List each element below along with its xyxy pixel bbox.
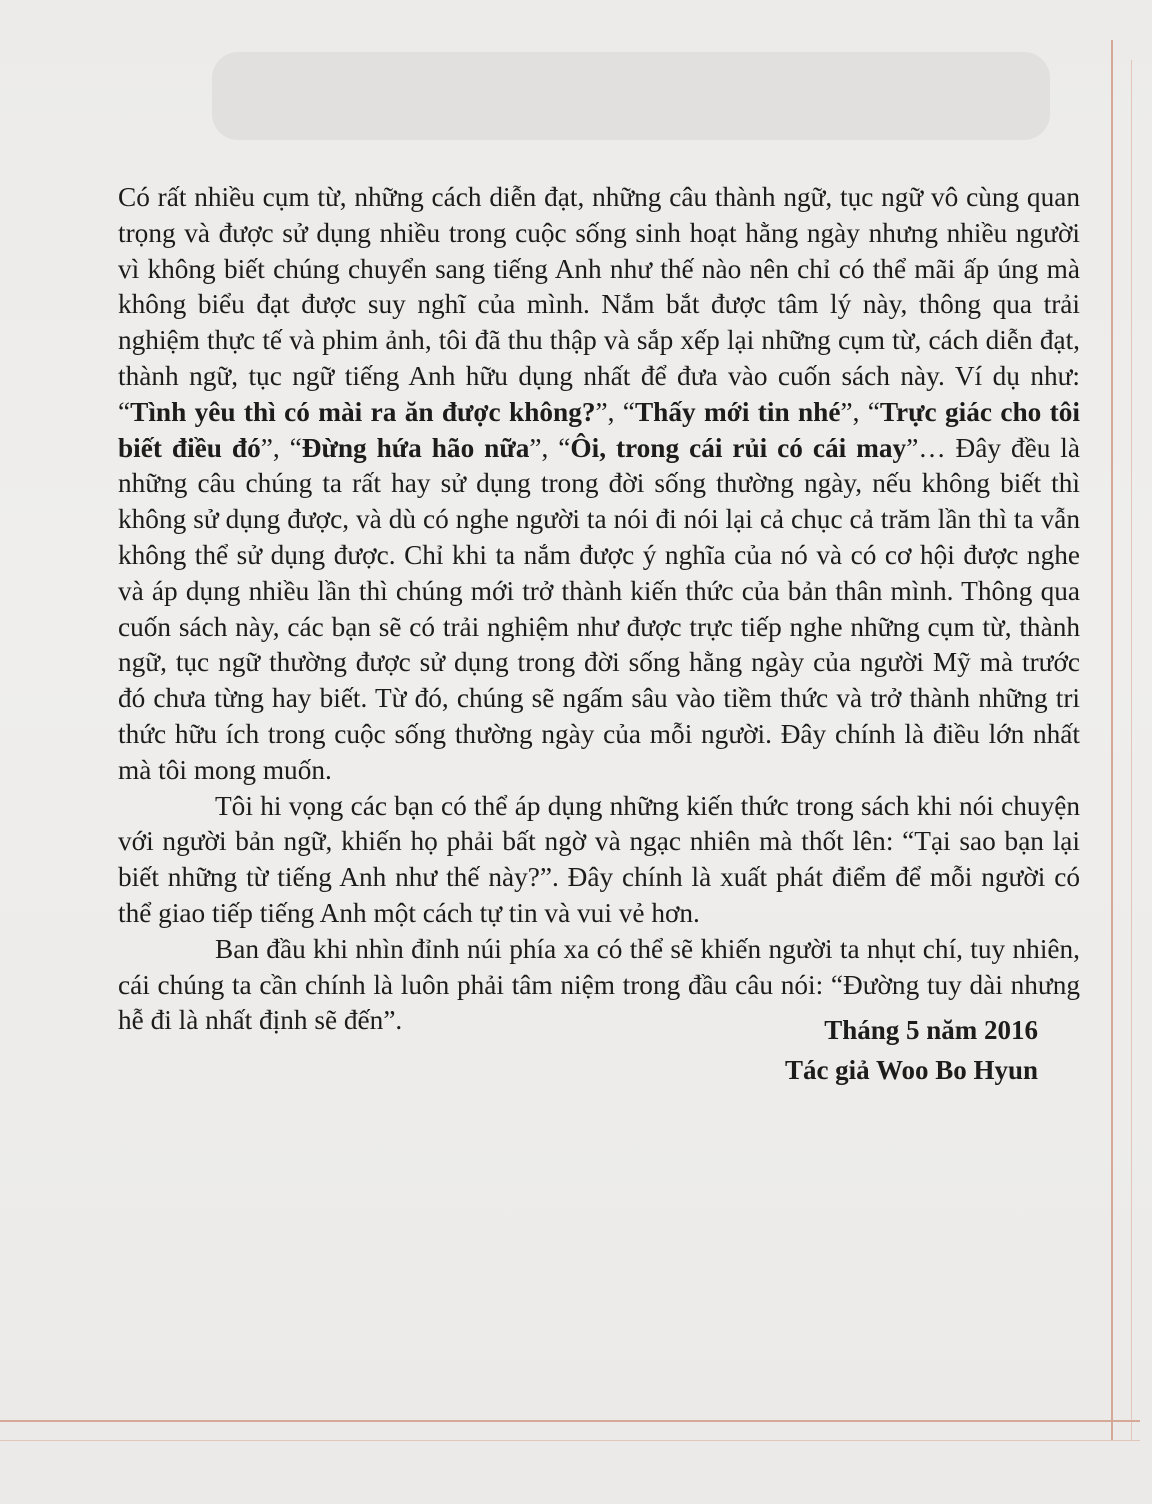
quote-separator: ”, “ <box>260 432 302 463</box>
example-quote-3: Trực giác cho tôi biết điều đó <box>118 396 1080 463</box>
page-border-right <box>1111 40 1113 1440</box>
example-quote-2: Thấy mới tin nhé <box>634 396 841 427</box>
quote-separator: ”, “ <box>529 432 571 463</box>
example-quote-1: Tình yêu thì có mài ra ăn được không? <box>130 396 596 427</box>
paragraph-2: Tôi hi vọng các bạn có thể áp dụng những kiến thức trong sách khi nói chuyện với người bản ngữ, khiến họ phải bất ngờ và ngạc nhiên mà thốt lên: “Tại sao bạn lại biết những từ tiếng Anh như thế này?”. Đây chính là xuất phát điểm để mỗi người có thể giao tiếp tiếng Anh một cách tự tin và vui vẻ hơn. <box>118 790 1080 928</box>
page-border-right-inner <box>1131 60 1132 1440</box>
page-border-bottom <box>0 1420 1140 1422</box>
paragraph-1-body: ”… Đây đều là những câu chúng ta rất hay sử dụng trong đời sống thường ngày, nếu không biết thì không sử dụng được, và dù có nghe người ta nói đi nói lại cả chục cả trăm lần thì ta vẫn không thể sử dụng được. Chỉ khi ta nắm được ý nghĩa của nó và có cơ hội được nghe và áp dụng nhiều lần thì chúng mới trở thành kiến thức của bản thân mình. Thông qua cuốn sách này, các bạn sẽ có trải nghiệm như được trực tiếp nghe những cụm từ, thành ngữ, tục ngữ thường được sử dụng trong đời sống hằng ngày của người Mỹ mà trước đó chưa từng hay biết. Từ đó, chúng sẽ ngấm sâu vào tiềm thức và trở thành những tri thức hữu ích trong cuộc sống thường ngày của mỗi người. Đây chính là điều lớn nhất mà tôi mong muốn. <box>118 432 1081 785</box>
example-quote-5: Ôi, trong cái rủi có cái may <box>570 432 907 463</box>
quote-separator: ”, “ <box>595 396 635 427</box>
paragraph-3: Ban đầu khi nhìn đỉnh núi phía xa có thể sẽ khiến người ta nhụt chí, tuy nhiên, cái chúng ta cần chính là luôn phải tâm niệm trong đầu câu nói: “Đường tuy dài nhưng hễ đi là nhất định sẽ đến”. <box>118 933 1080 1036</box>
signature-author: Tác giả Woo Bo Hyun <box>784 1055 1038 1085</box>
signature-date: Tháng 5 năm 2016 <box>824 1015 1038 1045</box>
paragraph-1 <box>118 180 1080 789</box>
show-through-banner <box>212 52 1050 140</box>
quote-separator: ”, “ <box>840 396 880 427</box>
paragraph-1-intro: Có rất nhiều cụm từ, những cách diễn đạt, những câu thành ngữ, tục ngữ vô cùng quan trọng và được sử dụng nhiều trong cuộc sống sinh hoạt hằng ngày nhưng nhiều người vì không biết chúng chuyển sang tiếng Anh như thế nào nên chỉ có thể mãi ấp úng mà không biểu đạt được suy nghĩ của mình. Nắm bắt được tâm lý này, thông qua trải nghiệm thực tế và phim ảnh, tôi đã thu thập và sắp xếp lại những cụm từ, cách diễn đạt, thành ngữ, tục ngữ tiếng Anh hữu dụng nhất để đưa vào cuốn sách này. Ví dụ như: “ <box>118 182 1080 427</box>
signature-block <box>785 1010 1038 1090</box>
preface-text <box>118 180 1080 1039</box>
page-border-bottom-inner <box>0 1440 1140 1441</box>
example-quote-4: Đừng hứa hão nữa <box>301 432 530 463</box>
